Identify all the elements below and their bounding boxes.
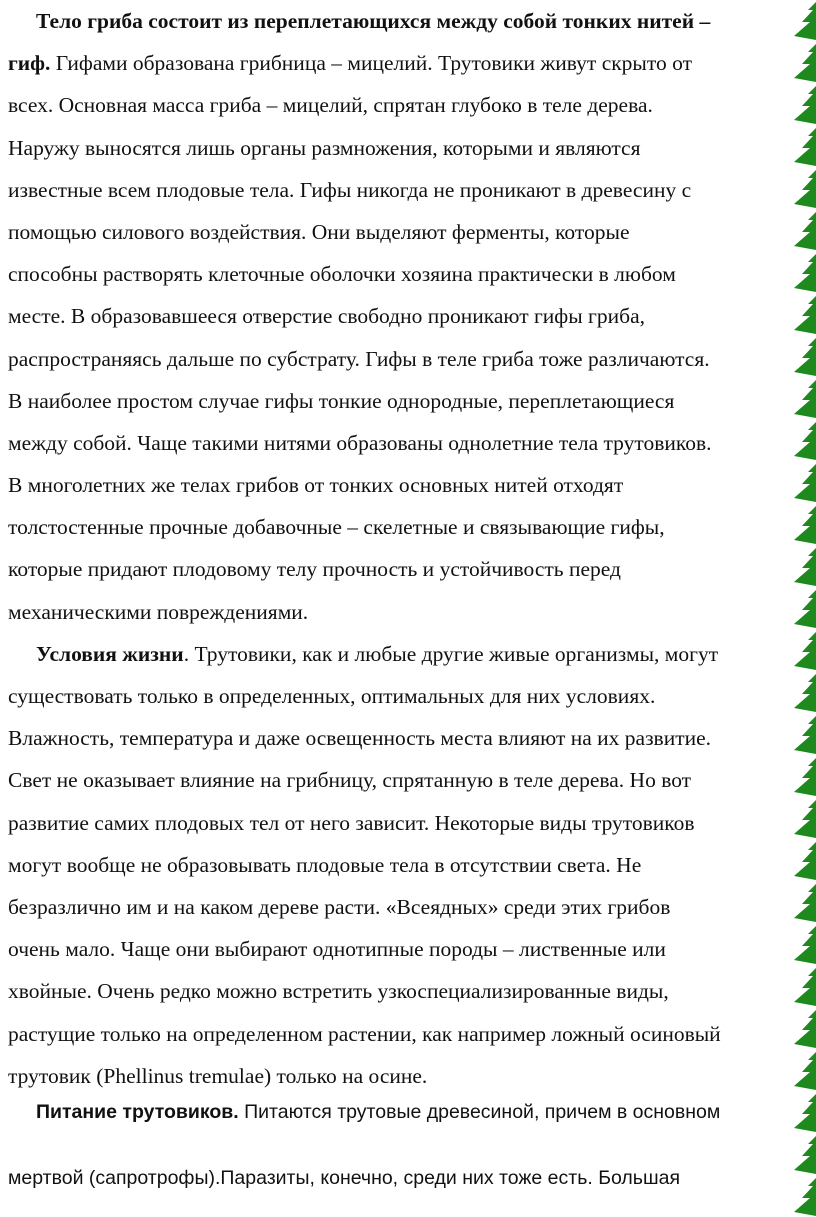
text-line: помощью силового воздействия. Они выделяют ферменты, которые: [8, 219, 630, 244]
fir-tree-icon: [794, 422, 816, 460]
fir-tree-icon: [794, 212, 816, 250]
text-line: всех. Основная масса гриба – мицелий, спрятан глубоко в теле дерева.: [8, 93, 653, 118]
text-line: трутовик (Phellinus tremulae) только на осине.: [8, 1063, 428, 1088]
text-line: механическими повреждениями.: [8, 599, 309, 624]
fir-tree-border: [786, 0, 816, 1217]
fir-tree-icon: [794, 1052, 816, 1090]
fir-tree-icon: [794, 338, 816, 376]
text-line: Наружу выносятся лишь органы размножения, которыми и являются: [8, 135, 641, 160]
fir-tree-icon: [794, 2, 816, 40]
text-line: могут вообще не образовывать плодовые тела в отсутствии света. Не: [8, 852, 642, 877]
text-line: развитие самих плодовых тел от него зависит. Некоторые виды трутовиков: [8, 810, 695, 835]
fir-tree-icon: [794, 254, 816, 292]
text-line: месте. В образовавшееся отверстие свободно проникают гифы гриба,: [8, 304, 645, 329]
text-line: В многолетних же телах грибов от тонких основных нитей отходят: [8, 473, 624, 498]
section-heading: Условия жизни: [36, 641, 184, 666]
text-line: Свет не оказывает влияние на грибницу, спрятанную в теле дерева. Но вот: [8, 768, 692, 793]
text-line: распространяясь дальше по субстрату. Гифы в теле гриба тоже различаются.: [8, 346, 710, 371]
section-heading: Питание трутовиков.: [36, 1101, 239, 1123]
fir-tree-icon: [794, 296, 816, 334]
fir-tree-icon: [794, 464, 816, 502]
fir-tree-icon: [794, 758, 816, 796]
fir-tree-icon: [794, 380, 816, 418]
fir-tree-icon: [794, 716, 816, 754]
bold-lead-term: гиф.: [8, 51, 51, 76]
fir-tree-icon: [794, 926, 816, 964]
fir-tree-icon: [794, 128, 816, 166]
text-line: безразлично им и на каком дереве расти. «Всеядных» среди этих грибов: [8, 894, 671, 919]
text-line: гиф. Гифами образована грибница – мицелий. Трутовики живут скрыто от: [8, 51, 692, 76]
bold-lead: Тело гриба состоит из переплетающихся между собой тонких нитей –: [36, 9, 711, 33]
fir-tree-icon: [794, 800, 816, 838]
fir-tree-icon: [794, 170, 816, 208]
text-line: [8, 0, 808, 42]
text-line: которые придают плодовому телу прочность и устойчивость перед: [8, 557, 621, 582]
fir-tree-icon: [794, 548, 816, 586]
text-line: между собой. Чаще такими нитями образованы однолетние тела трутовиков.: [8, 430, 712, 455]
fir-tree-icon: [794, 1010, 816, 1048]
fir-tree-icon: [794, 506, 816, 544]
fir-tree-icon: [794, 590, 816, 628]
nutrition-paragraph: [8, 1094, 808, 1196]
fir-tree-icon: [794, 1094, 816, 1132]
fir-tree-icon: [794, 1178, 816, 1216]
fir-tree-icon: [794, 842, 816, 880]
text-line: Условия жизни. Трутовики, как и любые другие живые организмы, могут: [36, 641, 719, 666]
text-line: В наиболее простом случае гифы тонкие однородные, переплетающиеся: [8, 388, 675, 413]
text-line: Питание трутовиков. Питаются трутовые древесиной, причем в основном: [36, 1101, 721, 1123]
fir-tree-icon: [794, 1136, 816, 1174]
text-line: растущие только на определенном растении, как например ложный осиновый: [8, 1021, 721, 1046]
body-text: [8, 0, 808, 1097]
fir-tree-icon: [794, 674, 816, 712]
text-line: толстостенные прочные добавочные – скелетные и связывающие гифы,: [8, 515, 665, 540]
text-line: Влажность, температура и даже освещенность места влияют на их развитие.: [8, 726, 712, 751]
fir-tree-icon: [794, 632, 816, 670]
text-line: очень мало. Чаще они выбирают однотипные породы – лиственные или: [8, 937, 666, 962]
fir-tree-icon: [794, 86, 816, 124]
fir-tree-icon: [794, 968, 816, 1006]
text-line: известные всем плодовые тела. Гифы никогда не проникают в древесину с: [8, 177, 692, 202]
text-line: мертвой (сапротрофы).Паразиты, конечно, среди них тоже есть. Большая: [8, 1167, 681, 1189]
text-line: существовать только в определенных, оптимальных для них условиях.: [8, 684, 656, 708]
text-line: способны растворять клеточные оболочки хозяина практически в любом: [8, 262, 676, 287]
fir-tree-icon: [794, 44, 816, 82]
fir-tree-icon: [794, 884, 816, 922]
text-line: хвойные. Очень редко можно встретить узкоспециализированные виды,: [8, 979, 669, 1004]
